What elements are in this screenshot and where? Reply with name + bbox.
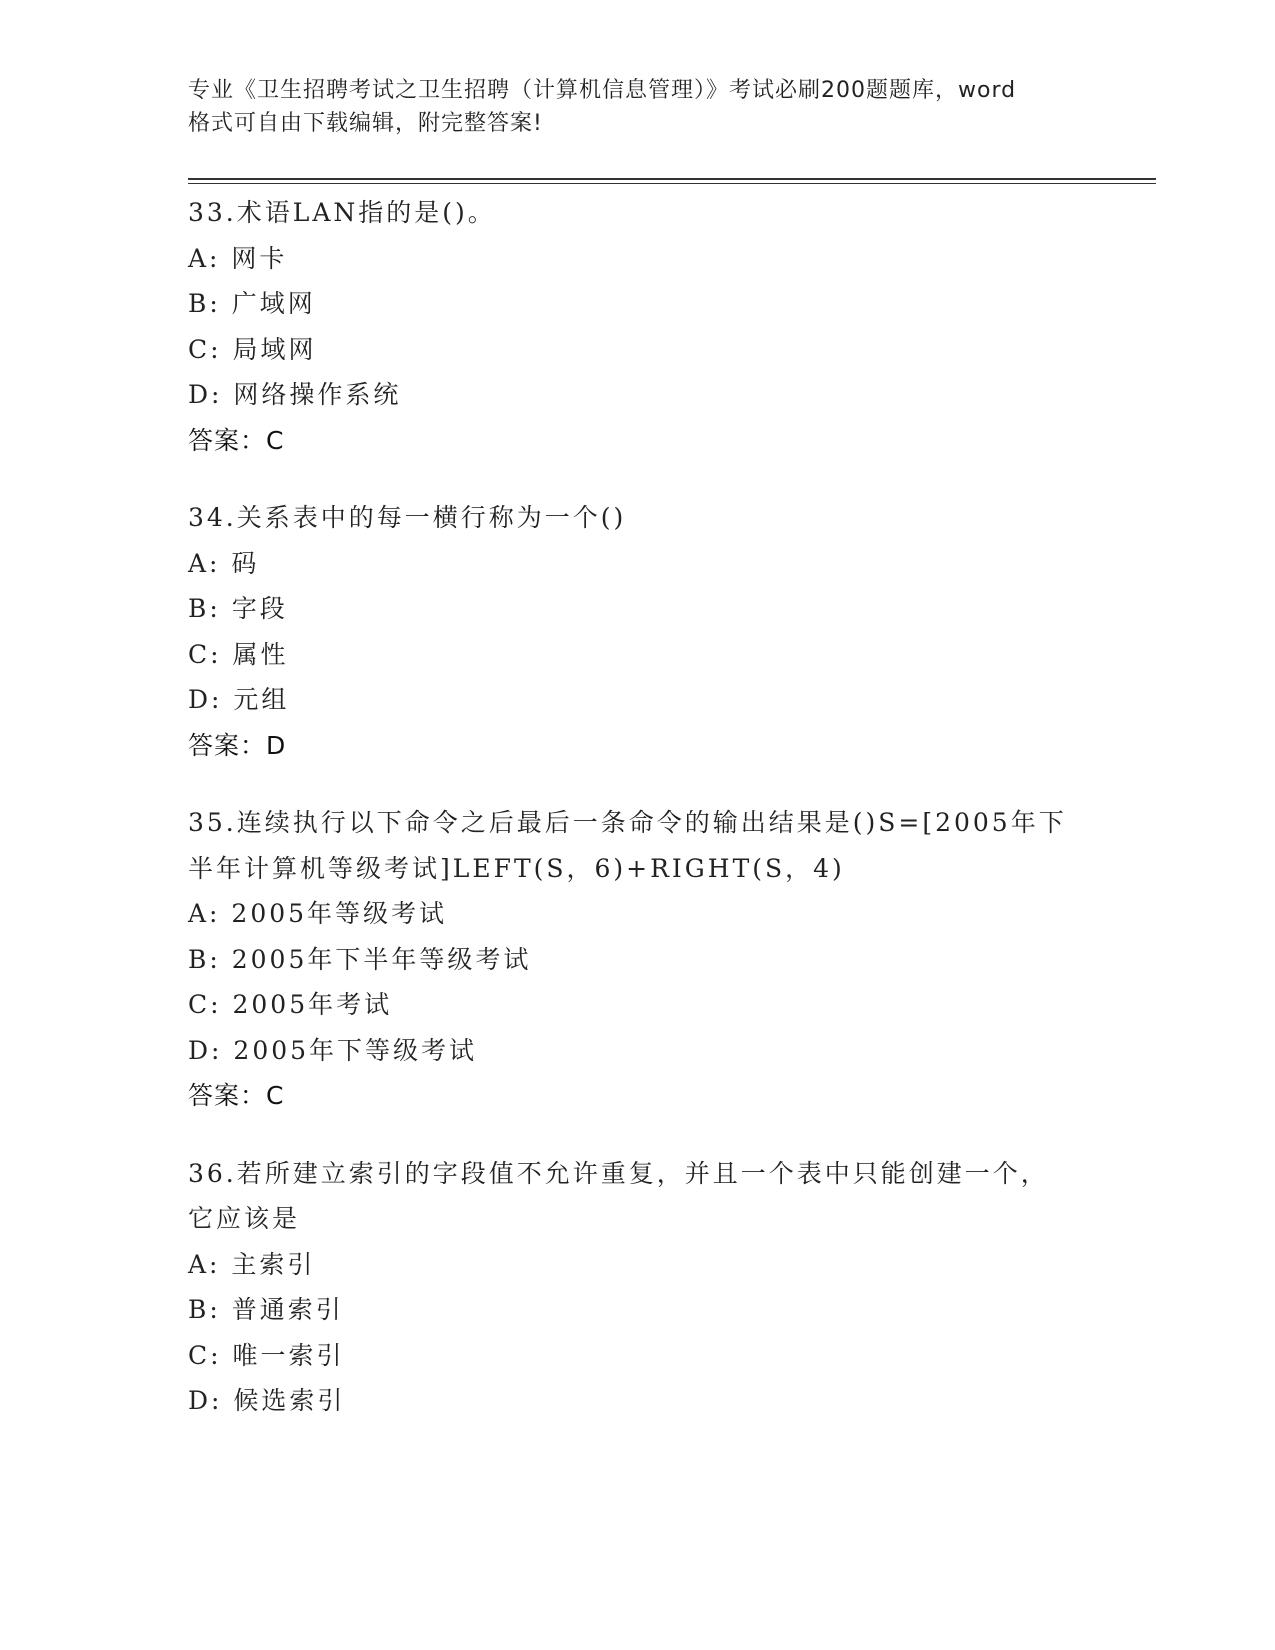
question-stem-line-2: 它应该是	[188, 1204, 301, 1233]
divider-thick-line	[188, 178, 1156, 180]
option-b: B: 2005年下半年等级考试	[188, 944, 532, 974]
option-c: C: 2005年考试	[188, 990, 393, 1019]
header-title-line-2: 格式可自由下载编辑，附完整答案!	[188, 111, 543, 136]
question-stem-line-1: 35.连续执行以下命令之后最后一条命令的输出结果是()S=[2005年下	[188, 808, 1067, 837]
option-c: C: 唯一索引	[188, 1340, 345, 1370]
option-a: A: 主索引	[188, 1249, 316, 1279]
option-d: D: 元组	[188, 685, 290, 714]
option-c: C: 局域网	[188, 334, 317, 364]
answer-text: 答案：C	[188, 1081, 285, 1110]
question-34	[188, 495, 1088, 768]
option-a: A: 码	[188, 548, 260, 578]
option-b: B: 普通索引	[188, 1295, 344, 1324]
question-stem: 33.术语LAN指的是()。	[188, 198, 496, 227]
question-33	[188, 190, 1088, 463]
option-a: A: 2005年等级考试	[188, 899, 448, 928]
option-d: D: 2005年下等级考试	[188, 1035, 478, 1065]
option-d: D: 候选索引	[188, 1386, 346, 1415]
option-d: D: 网络操作系统	[188, 380, 402, 409]
question-stem: 34.关系表中的每一横行称为一个()	[188, 503, 627, 532]
question-list	[188, 190, 1088, 1456]
answer-text: 答案：D	[188, 730, 287, 760]
option-c: C: 属性	[188, 639, 289, 669]
question-35	[188, 800, 1088, 1119]
question-stem-line-1: 36.若所建立索引的字段值不允许重复，并且一个表中只能创建一个，	[188, 1158, 1049, 1188]
divider-thin-line	[188, 183, 1156, 184]
header-divider	[188, 178, 1156, 184]
question-36	[188, 1151, 1088, 1424]
document-header	[188, 74, 1088, 140]
option-b: B: 广域网	[188, 289, 316, 318]
option-a: A: 网卡	[188, 243, 288, 273]
option-b: B: 字段	[188, 594, 288, 623]
answer-text: 答案：C	[188, 425, 285, 455]
question-stem-line-2: 半年计算机等级考试]LEFT(S，6)+RIGHT(S，4)	[188, 853, 845, 883]
header-title-line-1: 专业《卫生招聘考试之卫生招聘（计算机信息管理）》考试必刷200题题库，word	[188, 78, 1017, 103]
